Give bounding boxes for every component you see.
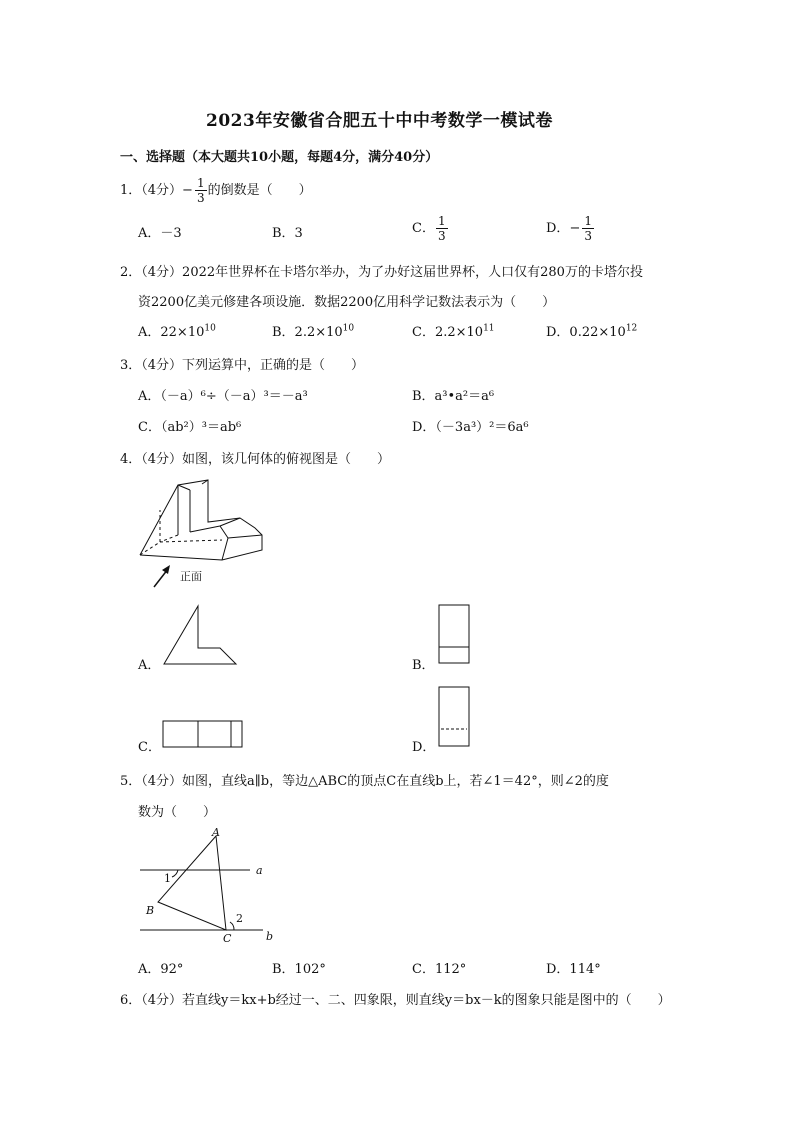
q4-stem: 4．（4分）如图，该几何体的俯视图是（ ）: [120, 452, 391, 467]
q1-d-num: 1: [584, 214, 592, 228]
q1-c-den: 3: [437, 229, 446, 243]
q1-fraction: [195, 176, 207, 205]
arrow-head-icon: [162, 565, 170, 574]
q5-line1: 5．（4分）如图，直线a∥b，等边△ABC的顶点C在直线b上，若∠1＝42°，则∠2的度: [120, 774, 609, 789]
q4-option-b-figure: [438, 604, 472, 666]
q2-c-exp: 11: [483, 323, 495, 334]
fig-label-b-vertex: B: [146, 904, 155, 917]
q4-option-d-figure: [438, 686, 472, 748]
front-label: 正面: [180, 570, 202, 583]
fig-label-a-vertex: A: [212, 826, 220, 839]
q1-option-a[interactable]: A．－3: [138, 226, 182, 241]
q3-option-b[interactable]: B．a³•a²＝a⁶: [412, 389, 495, 404]
q2-d-base: D．0.22×10: [546, 325, 626, 340]
fig-label-line-b: b: [266, 930, 274, 943]
q4-option-c-figure: [162, 720, 246, 750]
fig-label-angle-1: 1: [164, 872, 171, 885]
question-1: [120, 176, 312, 205]
fig-label-angle-2: 2: [236, 912, 243, 925]
q6-stem: 6．（4分）若直线y＝kx+b经过一、二、四象限，则直线y＝bx－k的图象只能是图中的（ ）: [120, 993, 671, 1008]
q2-option-b[interactable]: [272, 321, 354, 340]
q1-d-den: 3: [584, 229, 592, 243]
page-title: 2023年安徽省合肥五十中中考数学一模试卷: [206, 111, 553, 131]
q3-option-c[interactable]: C．（ab²）³＝ab⁶: [138, 420, 242, 435]
q2-d-exp: 12: [625, 323, 638, 334]
q1-frac-den: 3: [196, 191, 205, 205]
q1-d-label: D．: [546, 221, 570, 236]
fig-label-line-a: a: [256, 864, 263, 877]
q2-line2: 资2200亿美元修建各项设施．数据2200亿用科学记数法表示为（ ）: [138, 295, 556, 310]
q5-option-a[interactable]: A．92°: [138, 962, 184, 977]
q3-option-d[interactable]: D．（－3a³）²＝6a⁶: [412, 420, 529, 435]
q1-suffix: 的倒数是（ ）: [207, 183, 312, 198]
q1-prefix: 1．（4分）: [120, 183, 183, 198]
q1-d-fraction: [582, 214, 594, 243]
q2-a-exp: 10: [204, 323, 216, 334]
q3-option-a[interactable]: A．（－a）⁶÷（－a）³＝－a³: [138, 389, 308, 404]
q1-c-fraction: [436, 214, 448, 243]
q1-option-b[interactable]: B．3: [272, 226, 303, 241]
section-header: 一、选择题（本大题共10小题，每题4分，满分40分）: [120, 150, 439, 165]
q2-option-d[interactable]: [546, 321, 637, 340]
fig-label-c-vertex: C: [223, 932, 232, 945]
q5-option-d[interactable]: D．114°: [546, 962, 601, 977]
q5-option-b[interactable]: B．102°: [272, 962, 326, 977]
q1-neg: −: [182, 183, 193, 198]
q4-option-d[interactable]: D．: [412, 740, 436, 755]
q3-stem: 3．（4分）下列运算中，正确的是（ ）: [120, 358, 365, 373]
q1-d-neg: −: [569, 221, 581, 236]
q2-line1: 2．（4分）2022年世界杯在卡塔尔举办，为了办好这届世界杯，人口仅有280万的卡塔尔投: [120, 265, 643, 280]
q2-b-exp: 10: [342, 323, 355, 334]
q5-option-c[interactable]: C．112°: [412, 962, 467, 977]
q4-option-a[interactable]: A．: [138, 658, 161, 673]
q4-option-b[interactable]: B．: [412, 658, 435, 673]
q4-option-c[interactable]: C．: [138, 740, 161, 755]
q1-c-label: C．: [412, 221, 435, 236]
q5-line2: 数为（ ）: [138, 805, 217, 820]
q2-a-base: A．22×10: [138, 325, 205, 340]
q1-option-d[interactable]: [546, 214, 595, 243]
q4-option-a-figure: [160, 604, 240, 666]
q2-b-base: B．2.2×10: [272, 325, 343, 340]
q2-option-a[interactable]: [138, 321, 216, 340]
q1-option-c[interactable]: [412, 214, 449, 243]
q1-c-num: 1: [437, 214, 446, 228]
q2-option-c[interactable]: [412, 321, 495, 340]
q2-c-base: C．2.2×10: [412, 325, 484, 340]
q1-frac-num: 1: [196, 176, 205, 190]
